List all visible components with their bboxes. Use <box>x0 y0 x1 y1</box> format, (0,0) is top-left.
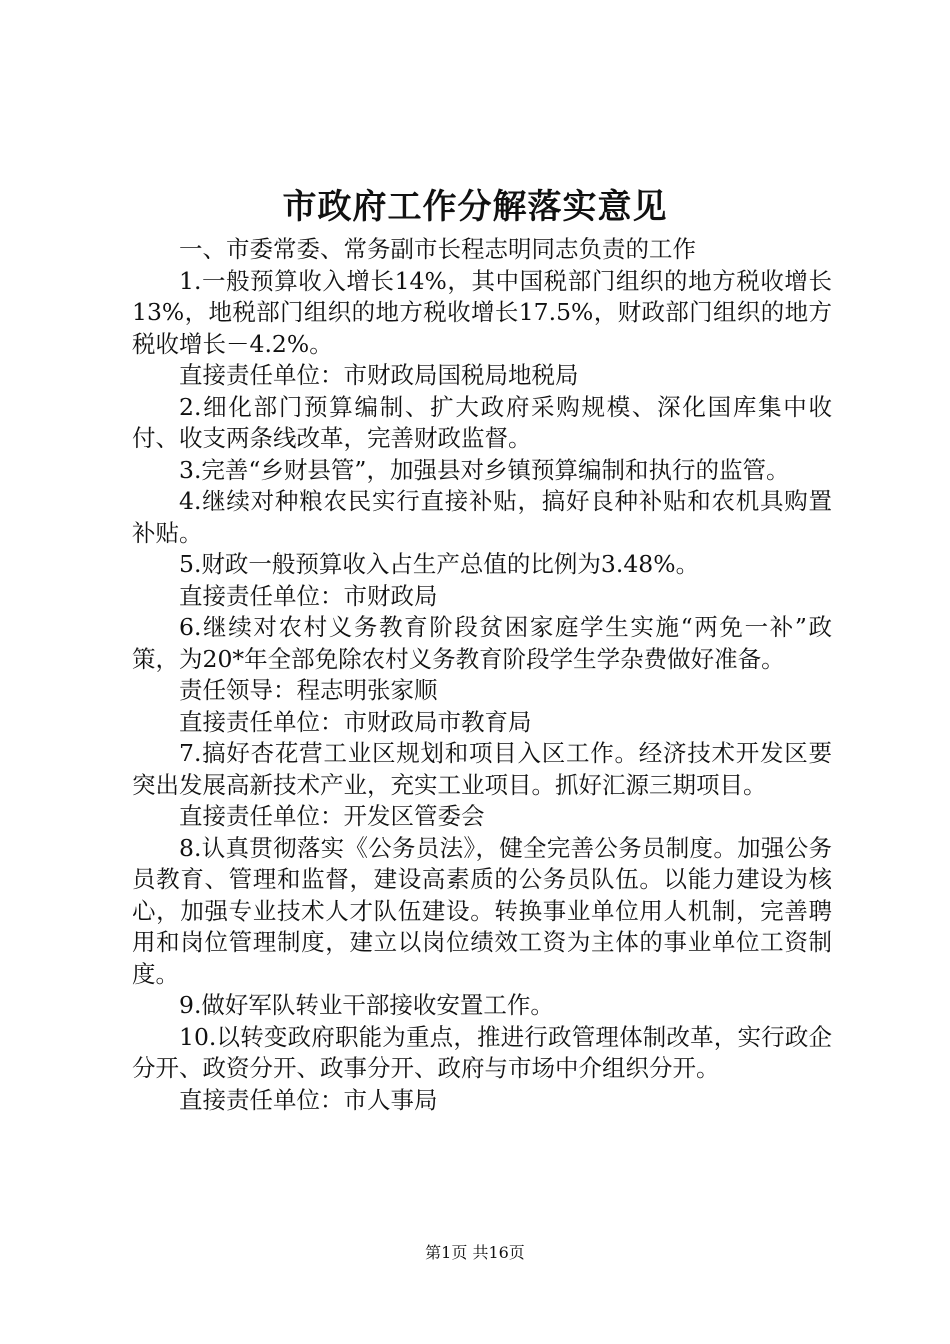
responsible-leader: 责任领导：程志明张家顺 <box>179 676 438 704</box>
paragraph: 10.以转变政府职能为重点，推进行政管理体制改革，实行政企分开、政资分开、政事分开、政府与市场中介组织分开。 <box>132 1022 832 1082</box>
responsible-unit: 直接责任单位：开发区管委会 <box>179 802 485 830</box>
paragraph: 9.做好军队转业干部接收安置工作。 <box>179 991 554 1019</box>
responsible-unit: 直接责任单位：市财政局国税局地税局 <box>179 361 579 389</box>
page-number-footer: 第1页 共16页 <box>425 1243 525 1262</box>
paragraph: 3.完善“乡财县管”，加强县对乡镇预算编制和执行的监管。 <box>179 455 790 484</box>
document-title: 市政府工作分解落实意见 <box>282 187 668 227</box>
responsible-unit: 直接责任单位：市财政局 <box>179 581 438 610</box>
paragraph: 6.继续对农村义务教育阶段贫困家庭学生实施“两免一补”政策，为20*年全部免除农村义务教育阶段学生学杂费做好准备。 <box>132 613 832 673</box>
document-body <box>132 234 832 1116</box>
responsible-unit: 直接责任单位：市人事局 <box>179 1085 438 1114</box>
paragraph: 7.搞好杏花营工业区规划和项目入区工作。经济技术开发区要突出发展高新技术产业，充实工业项目。抓好汇源三期项目。 <box>132 739 832 799</box>
section-heading: 一、市委常委、常务副市长程志明同志负责的工作 <box>179 235 696 263</box>
responsible-unit: 直接责任单位：市财政局市教育局 <box>179 707 532 736</box>
paragraph: 2.细化部门预算编制、扩大政府采购规模、深化国库集中收付、收支两条线改革，完善财政监督。 <box>132 392 832 452</box>
paragraph: 8.认真贯彻落实《公务员法》，健全完善公务员制度。加强公务员教育、管理和监督，建设高素质的公务员队伍。以能力建设为核心，加强专业技术人才队伍建设。转换事业单位用人机制，完善聘用和岗位管理制度，建立以岗位绩效工资为主体的事业单位工资制度。 <box>132 833 832 988</box>
paragraph: 4.继续对种粮农民实行直接补贴，搞好良种补贴和农机具购置补贴。 <box>132 487 832 547</box>
paragraph: 1.一般预算收入增长14%，其中国税部门组织的地方税收增长13%，地税部门组织的地方税收增长17.5%，财政部门组织的地方税收增长－4.2%。 <box>132 266 832 358</box>
paragraph: 5.财政一般预算收入占生产总值的比例为3.48%。 <box>179 550 700 578</box>
